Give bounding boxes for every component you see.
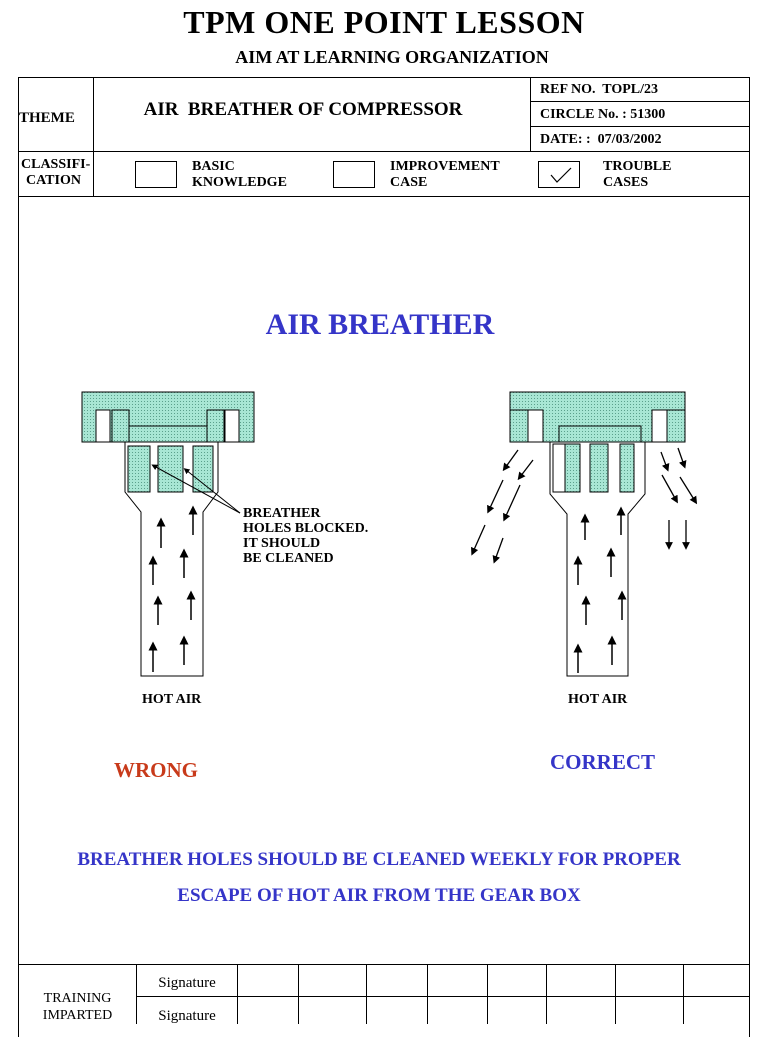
page-title: TPM ONE POINT LESSON bbox=[183, 4, 585, 40]
divider-ref bbox=[530, 101, 750, 102]
footer-top-border bbox=[18, 964, 750, 965]
basic-knowledge-label: BASIC KNOWLEDGE bbox=[192, 159, 287, 190]
instruction-line-1: BREATHER HOLES SHOULD BE CLEANED WEEKLY FOR PROPER bbox=[77, 849, 681, 870]
basic-knowledge-checkbox[interactable] bbox=[135, 161, 177, 188]
air-breather-diagram bbox=[0, 380, 768, 680]
trouble-cases-checkbox[interactable] bbox=[538, 161, 580, 188]
signature-label-2: Signature bbox=[158, 1008, 216, 1024]
instruction-line-2: ESCAPE OF HOT AIR FROM THE GEAR BOX bbox=[177, 885, 581, 906]
training-imparted-label: TRAINING IMPARTED bbox=[42, 991, 113, 1023]
trouble-cases-label: TROUBLE CASES bbox=[603, 159, 672, 190]
footer-col-7 bbox=[546, 964, 547, 1024]
wrong-breather-drawing bbox=[82, 392, 254, 676]
footer-col-4 bbox=[366, 964, 367, 1024]
ref-no: REF NO. TOPL/23 bbox=[540, 82, 658, 97]
date: DATE: : 07/03/2002 bbox=[540, 132, 662, 147]
circle-no: CIRCLE No. : 51300 bbox=[540, 107, 666, 122]
correct-breather-drawing bbox=[473, 392, 695, 676]
footer-col-5 bbox=[427, 964, 428, 1024]
wrong-label: WRONG bbox=[114, 758, 198, 782]
classification-label: CLASSIFI- CATION bbox=[21, 157, 91, 188]
diagram-heading: AIR BREATHER bbox=[265, 308, 495, 341]
left-hot-air-caption: HOT AIR bbox=[142, 692, 202, 707]
footer-col-3 bbox=[298, 964, 299, 1024]
footer-col-8 bbox=[615, 964, 616, 1024]
theme-label: THEME bbox=[19, 110, 75, 126]
theme-value: AIR BREATHER OF COMPRESSOR bbox=[143, 99, 463, 120]
page-subtitle: AIM AT LEARNING ORGANIZATION bbox=[235, 47, 549, 67]
divider-circle bbox=[530, 126, 750, 127]
divider-classification bbox=[18, 196, 750, 197]
footer-row-divider bbox=[136, 996, 750, 997]
improvement-case-checkbox[interactable] bbox=[333, 161, 375, 188]
check-mark-icon bbox=[539, 162, 579, 187]
correct-label: CORRECT bbox=[550, 750, 656, 774]
divider-label-column bbox=[93, 77, 94, 196]
footer-col-2 bbox=[237, 964, 238, 1024]
signature-label-1: Signature bbox=[158, 975, 216, 991]
divider-theme bbox=[18, 151, 750, 152]
right-hot-air-caption: HOT AIR bbox=[568, 692, 628, 707]
footer-col-6 bbox=[487, 964, 488, 1024]
blocked-holes-note: BREATHER HOLES BLOCKED. IT SHOULD BE CLEANED bbox=[243, 506, 369, 566]
footer-col-9 bbox=[683, 964, 684, 1024]
improvement-case-label: IMPROVEMENT CASE bbox=[390, 159, 500, 190]
divider-ref-column bbox=[530, 77, 531, 151]
